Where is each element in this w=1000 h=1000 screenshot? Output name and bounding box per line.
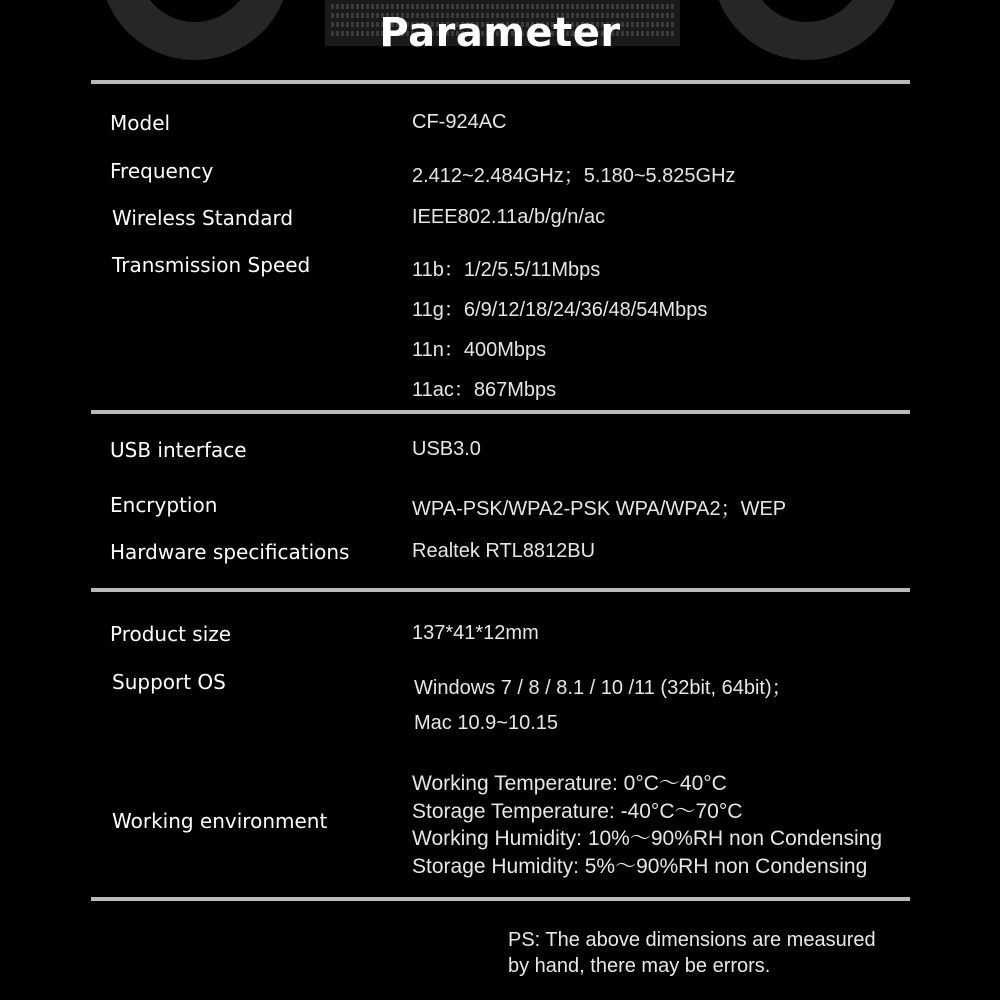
transmission-speed-11g: 11g：6/9/12/18/24/36/48/54Mbps — [412, 299, 708, 321]
working-temperature: Working Temperature: 0°C～40°C — [412, 772, 727, 795]
product-size-label: Product size — [110, 622, 232, 646]
hardware-label: Hardware specifications — [110, 540, 350, 564]
section-divider — [91, 410, 910, 414]
transmission-speed-label: Transmission Speed — [112, 253, 311, 277]
frequency-value: 2.412~2.484GHz；5.180~5.825GHz — [412, 165, 736, 187]
usb-interface-value: USB3.0 — [412, 438, 481, 460]
measurement-note-line-2: by hand, there may be errors. — [508, 955, 771, 977]
model-value: CF-924AC — [412, 111, 507, 133]
usb-interface-label: USB interface — [110, 438, 247, 462]
measurement-note-line-1: PS: The above dimensions are measured — [508, 929, 876, 951]
storage-temperature: Storage Temperature: -40°C～70°C — [412, 800, 743, 823]
transmission-speed-11b: 11b：1/2/5.5/11Mbps — [412, 259, 601, 281]
working-environment-label: Working environment — [112, 809, 328, 833]
encryption-label: Encryption — [110, 493, 218, 517]
support-os-windows: Windows 7 / 8 / 8.1 / 10 /11 (32bit, 64bit)； — [414, 677, 792, 699]
wireless-standard-value: IEEE802.11a/b/g/n/ac — [412, 206, 606, 228]
working-humidity: Working Humidity: 10%～90%RH non Condensing — [412, 827, 883, 850]
transmission-speed-11ac: 11ac：867Mbps — [412, 379, 557, 401]
support-os-label: Support OS — [112, 670, 226, 694]
product-size-value: 137*41*12mm — [412, 622, 539, 644]
model-label: Model — [110, 111, 171, 135]
hardware-value: Realtek RTL8812BU — [412, 540, 596, 562]
section-divider — [91, 80, 910, 84]
section-divider — [91, 897, 910, 901]
support-os-mac: Mac 10.9~10.15 — [414, 712, 558, 734]
wireless-standard-label: Wireless Standard — [112, 206, 294, 230]
section-divider — [91, 588, 910, 592]
frequency-label: Frequency — [110, 159, 214, 183]
encryption-value: WPA-PSK/WPA2-PSK WPA/WPA2；WEP — [412, 498, 787, 520]
transmission-speed-11n: 11n：400Mbps — [412, 339, 547, 361]
page-title: Parameter — [379, 10, 621, 56]
storage-humidity: Storage Humidity: 5%～90%RH non Condensing — [412, 855, 868, 878]
